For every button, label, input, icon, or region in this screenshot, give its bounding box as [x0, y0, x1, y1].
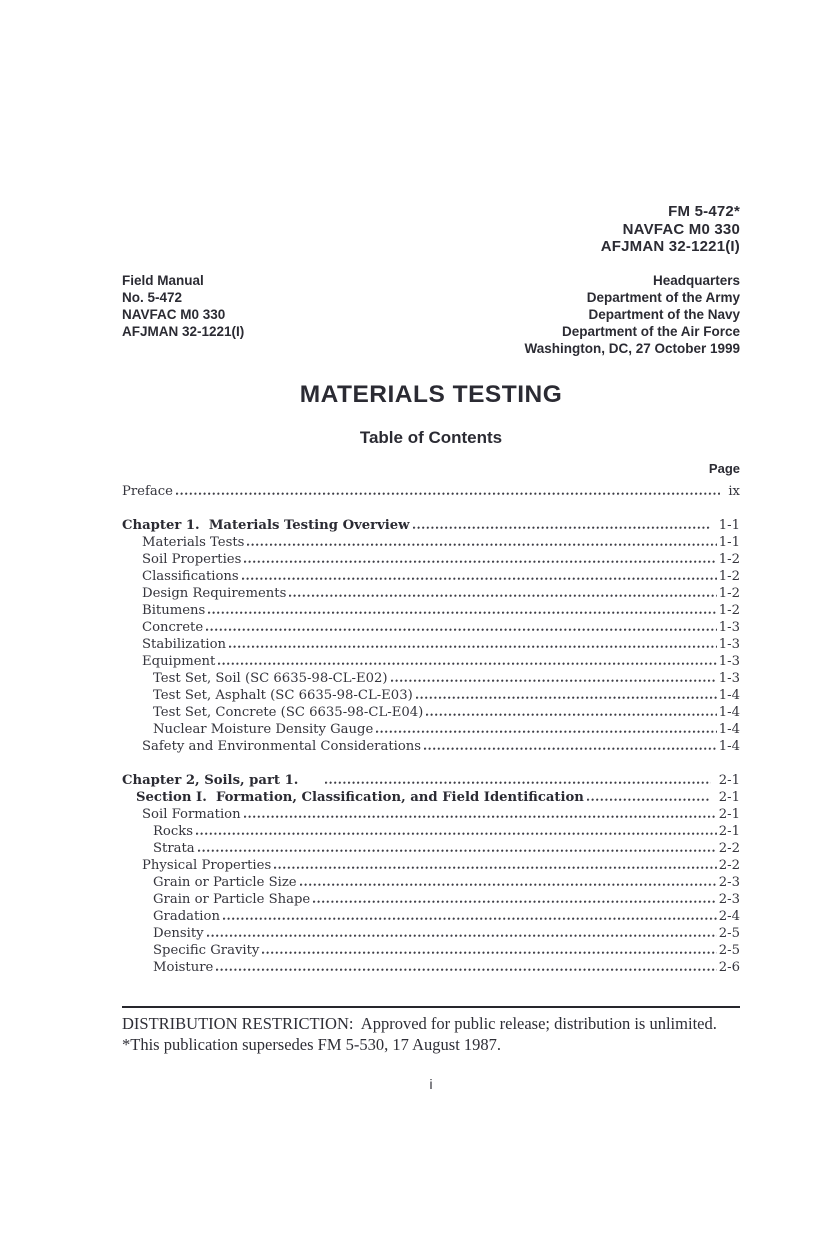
toc-row — [122, 772, 740, 789]
toc-row — [122, 704, 740, 721]
toc-entry-label: Rocks — [153, 823, 194, 839]
issuing-authority-block — [524, 272, 740, 357]
toc-dot-leader — [208, 610, 716, 614]
toc-entry-page: 1-4 — [718, 687, 740, 703]
toc-entry-page: 1-2 — [718, 551, 740, 567]
toc-row — [122, 653, 740, 670]
toc-entry-label: Test Set, Asphalt (SC 6635-98-CL-E03) — [153, 687, 413, 703]
toc-entry-label: Soil Formation — [142, 806, 241, 822]
toc-dot-leader — [426, 712, 717, 716]
toc-row — [122, 738, 740, 755]
authority-line: Department of the Air Force — [561, 323, 740, 339]
toc-row — [122, 619, 740, 636]
toc-entry-page: 1-2 — [718, 602, 740, 618]
toc-entry-label: Classifications — [142, 568, 239, 584]
toc-row — [122, 517, 740, 534]
toc-entry-label: Chapter 2, Soils, part 1. — [122, 772, 299, 788]
toc-row — [122, 534, 740, 551]
authority-line: Department of the Navy — [588, 306, 740, 322]
toc-row — [122, 891, 740, 908]
toc-entry-page: 2-1 — [718, 772, 740, 788]
toc-row — [122, 636, 740, 653]
authority-line: Washington, DC, 27 October 1999 — [524, 340, 740, 356]
toc-entry-page: 2-3 — [718, 874, 740, 890]
footer-divider — [122, 1006, 740, 1008]
toc-entry-label: Bitumens — [142, 602, 206, 618]
manual-id-line: NAVFAC M0 330 — [122, 306, 226, 322]
manual-id-block — [122, 272, 244, 340]
toc-dot-leader — [207, 933, 717, 937]
toc-dot-leader — [289, 593, 716, 597]
toc-entry-label: Safety and Environmental Considerations — [142, 738, 422, 754]
toc-entry-page: 2-3 — [718, 891, 740, 907]
toc-row — [122, 670, 740, 687]
toc-dot-leader — [176, 491, 720, 495]
toc-dot-leader — [198, 848, 717, 852]
document-title: MATERIALS TESTING — [299, 380, 563, 408]
toc-dot-leader — [244, 559, 716, 563]
toc-entry-page: 1-2 — [718, 585, 740, 601]
toc-dot-leader — [216, 967, 716, 971]
toc-row — [122, 483, 740, 500]
toc-dot-leader — [244, 814, 717, 818]
toc-entry-page: 1-4 — [718, 738, 740, 754]
toc-entry-page: 2-5 — [718, 925, 740, 941]
authority-line: Headquarters — [652, 272, 740, 288]
toc-entry-label: Section I. Formation, Classification, and Field Identification — [136, 789, 584, 805]
toc-entry-page: 2-4 — [718, 908, 740, 924]
toc-dot-leader — [424, 746, 717, 750]
toc-entry-label: Soil Properties — [142, 551, 242, 567]
toc-entry-page: 2-6 — [718, 959, 740, 975]
toc-entry-page: 1-3 — [718, 636, 740, 652]
toc-list — [122, 483, 740, 976]
toc-row — [122, 585, 740, 602]
toc-entry-label: Preface — [122, 483, 173, 499]
toc-entry-label: Equipment — [142, 653, 216, 669]
toc-dot-leader — [229, 644, 717, 648]
toc-entry-label: Chapter 1. Materials Testing Overview — [122, 517, 410, 533]
page-number: i — [429, 1076, 433, 1092]
toc-entry-label: Density — [153, 925, 204, 941]
toc-entry-page: 1-3 — [718, 670, 740, 686]
toc-dot-leader — [274, 865, 717, 869]
toc-row — [122, 721, 740, 738]
manual-id-line: No. 5-472 — [122, 289, 183, 305]
toc-entry-label: Materials Tests — [142, 534, 245, 550]
toc-row — [122, 840, 740, 857]
toc-entry-page: 2-1 — [718, 789, 740, 805]
toc-entry-page: 1-3 — [718, 653, 740, 669]
toc-entry-label: Test Set, Soil (SC 6635-98-CL-E02) — [153, 670, 388, 686]
toc-dot-leader — [416, 695, 717, 699]
toc-entry-page: 2-2 — [718, 857, 740, 873]
toc-row — [122, 908, 740, 925]
toc-dot-leader — [247, 542, 716, 546]
toc-entry-page: 2-1 — [718, 806, 740, 822]
toc-entry-label: Grain or Particle Size — [153, 874, 297, 890]
document-id-line: AFJMAN 32-1221(I) — [600, 238, 740, 255]
toc-entry-page: 2-5 — [718, 942, 740, 958]
toc-row — [122, 789, 740, 806]
toc-entry-label: Moisture — [153, 959, 214, 975]
toc-entry-page: ix — [728, 483, 740, 499]
toc-dot-leader — [218, 661, 716, 665]
toc-entry-page: 1-2 — [718, 568, 740, 584]
toc-entry-label: Physical Properties — [142, 857, 272, 873]
toc-entry-page: 1-4 — [718, 704, 740, 720]
toc-dot-leader — [242, 576, 717, 580]
toc-entry-label: Stabilization — [142, 636, 227, 652]
distribution-restriction: DISTRIBUTION RESTRICTION: Approved for public release; distribution is unlimited. — [122, 1013, 717, 1033]
document-id-line: FM 5-472* — [668, 203, 740, 220]
toc-entry-page: 1-4 — [718, 721, 740, 737]
manual-id-line: AFJMAN 32-1221(I) — [122, 323, 245, 339]
toc-entry-label: Grain or Particle Shape — [153, 891, 311, 907]
toc-dot-leader — [313, 899, 717, 903]
toc-entry-page: 1-1 — [718, 517, 740, 533]
authority-line: Department of the Army — [586, 289, 740, 305]
toc-row — [122, 857, 740, 874]
document-id-line: NAVFAC M0 330 — [622, 220, 740, 238]
toc-row — [122, 602, 740, 619]
toc-heading: Table of Contents — [359, 427, 503, 447]
toc-row — [122, 823, 740, 840]
toc-entry-page: 2-1 — [718, 823, 740, 839]
manual-id-line: Field Manual — [122, 272, 204, 288]
toc-dot-leader — [587, 797, 711, 801]
toc-row — [122, 551, 740, 568]
masthead — [122, 272, 740, 357]
toc-dot-leader — [262, 950, 716, 954]
toc-dot-leader — [413, 525, 711, 529]
supersession-note: *This publication supersedes FM 5-530, 17 August 1987. — [122, 1034, 502, 1054]
toc-entry-label: Nuclear Moisture Density Gauge — [153, 721, 374, 737]
toc-row — [122, 687, 740, 704]
toc-entry-label: Gradation — [153, 908, 220, 924]
toc-row — [122, 806, 740, 823]
toc-dot-leader — [391, 678, 717, 682]
toc-entry-label: Test Set, Concrete (SC 6635-98-CL-E04) — [153, 704, 424, 720]
document-id-block — [122, 203, 740, 256]
toc-row — [122, 568, 740, 585]
page-column-header: Page — [708, 460, 740, 476]
toc-entry-page: 2-2 — [718, 840, 740, 856]
toc-entry-label: Strata — [153, 840, 195, 856]
toc-dot-leader — [223, 916, 717, 920]
toc-dot-leader — [300, 882, 717, 886]
toc-dot-leader — [206, 627, 717, 631]
toc-entry-page: 1-1 — [718, 534, 740, 550]
toc-dot-leader — [196, 831, 717, 835]
toc-row — [122, 942, 740, 959]
toc-row — [122, 874, 740, 891]
toc-entry-page: 1-3 — [718, 619, 740, 635]
toc-row — [122, 925, 740, 942]
toc-entry-label: Design Requirements — [142, 585, 287, 601]
toc-row — [122, 959, 740, 976]
toc-entry-label: Concrete — [142, 619, 204, 635]
toc-dot-leader — [325, 780, 710, 784]
toc-entry-label: Specific Gravity — [153, 942, 260, 958]
toc-dot-leader — [376, 729, 716, 733]
